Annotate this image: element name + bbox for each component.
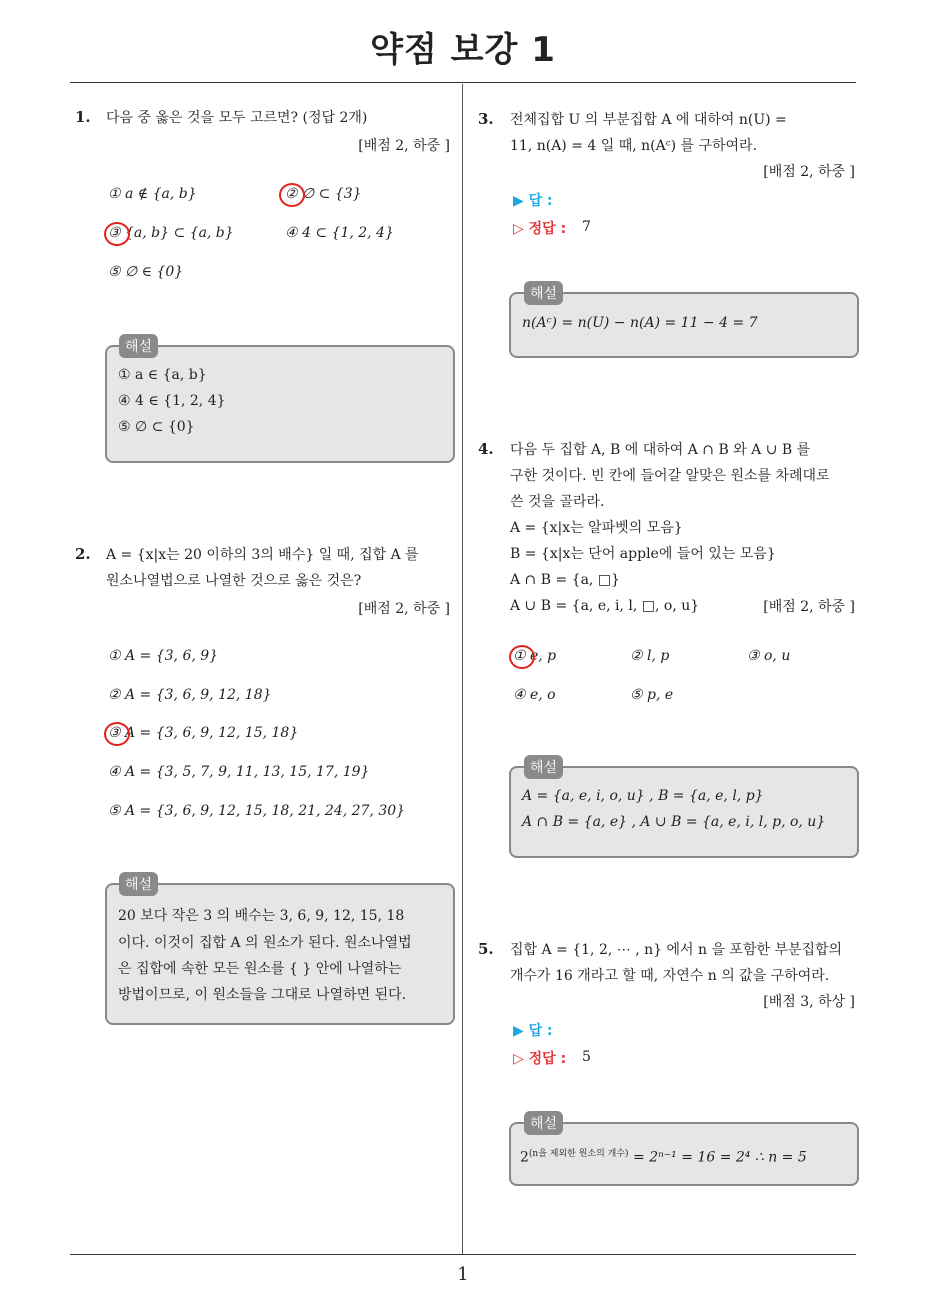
q5-correct-value: 5 <box>582 1049 591 1065</box>
q3-explanation-line: n(Aᶜ) = n(U) − n(A) = 11 − 4 = 7 <box>522 315 758 331</box>
q4-line-7: A ∪ B = {a, e, i, l, □, o, u} <box>510 598 700 614</box>
q3-explanation-tag: 해설 <box>524 281 563 305</box>
q1-explanation-tag: 해설 <box>119 334 158 358</box>
q4-option-3[interactable]: ③ o, u <box>747 648 791 664</box>
q2-number: 2. <box>75 545 91 563</box>
q2-score: [배점 2, 하중 ] <box>358 601 450 617</box>
q1-answer-mark-3 <box>104 222 130 246</box>
q2-explanation-line-4: 방법이므로, 이 원소들을 그대로 나열하면 된다. <box>118 987 407 1003</box>
q2-option-3[interactable]: ③ A = {3, 6, 9, 12, 15, 18} <box>108 725 299 741</box>
page-number: 1 <box>457 1264 469 1285</box>
q3-line-1: 전체집합 U 의 부분집합 A 에 대하여 n(U) = <box>510 112 787 128</box>
q4-number: 4. <box>478 440 494 458</box>
q3-number: 3. <box>478 110 494 128</box>
q4-explanation-line-2: A ∩ B = {a, e} , A ∪ B = {a, e, i, l, p, o, u} <box>522 814 826 830</box>
q4-option-2[interactable]: ② l, p <box>630 648 670 664</box>
q2-explanation-line-3: 은 집합에 속한 모든 원소를 { } 안에 나열하는 <box>118 961 402 977</box>
q3-correct-value: 7 <box>582 219 591 235</box>
q1-text: 다음 중 옳은 것을 모두 고르면? (정답 2개) <box>106 110 368 126</box>
q3-answer-label: ▶ 답 : <box>513 193 553 209</box>
q3-line-2: 11, n(A) = 4 일 때, n(Aᶜ) 를 구하여라. <box>510 138 758 154</box>
q4-explanation-line-1: A = {a, e, i, o, u} , B = {a, e, l, p} <box>522 788 764 804</box>
q4-option-5[interactable]: ⑤ p, e <box>630 687 674 703</box>
q5-score: [배점 3, 하상 ] <box>763 994 855 1010</box>
q4-line-1: 다음 두 집합 A, B 에 대하여 A ∩ B 와 A ∪ B 를 <box>510 442 811 458</box>
q1-score: [배점 2, 하중 ] <box>358 138 450 154</box>
q1-option-4[interactable]: ④ 4 ⊂ {1, 2, 4} <box>285 225 394 241</box>
q5-correct-label: ▷ 정답 : <box>513 1051 567 1067</box>
q2-option-2[interactable]: ② A = {3, 6, 9, 12, 18} <box>108 687 272 703</box>
bottom-divider <box>70 1254 856 1255</box>
q1-explanation-line-1: ① a ∈ {a, b} <box>118 367 207 383</box>
q2-explanation-tag: 해설 <box>119 872 158 896</box>
q1-option-1[interactable]: ① a ∉ {a, b} <box>108 186 197 202</box>
q4-line-6: A ∩ B = {a, □} <box>510 572 620 588</box>
q5-explanation-base: 2 <box>520 1149 529 1166</box>
q2-answer-mark-3 <box>104 722 130 746</box>
q5-number: 5. <box>478 940 494 958</box>
q1-number: 1. <box>75 108 91 126</box>
q5-line-1: 집합 A = {1, 2, ⋯ , n} 에서 n 을 포함한 부분집합의 <box>510 942 843 958</box>
q4-option-4[interactable]: ④ e, o <box>513 687 556 703</box>
q1-option-2[interactable]: ② ∅ ⊂ {3} <box>285 186 362 202</box>
q5-explanation-exponent: (n을 제외한 원소의 개수) <box>528 1149 629 1159</box>
top-divider <box>70 82 856 83</box>
q1-option-3[interactable]: ③ {a, b} ⊂ {a, b} <box>108 225 234 241</box>
q4-line-3: 쓴 것을 골라라. <box>510 494 605 510</box>
q4-answer-mark-1 <box>509 645 535 669</box>
q1-explanation-line-2: ④ 4 ∈ {1, 2, 4} <box>118 393 226 409</box>
column-divider <box>462 84 463 1254</box>
q3-score: [배점 2, 하중 ] <box>763 164 855 180</box>
q1-explanation-line-3: ⑤ ∅ ⊂ {0} <box>118 419 195 435</box>
q2-option-1[interactable]: ① A = {3, 6, 9} <box>108 648 219 664</box>
q2-option-5[interactable]: ⑤ A = {3, 6, 9, 12, 15, 18, 21, 24, 27, 30} <box>108 803 406 819</box>
q5-explanation-tag: 해설 <box>524 1111 563 1135</box>
page-title: 약점 보강 1 <box>370 30 556 70</box>
q4-score: [배점 2, 하중 ] <box>763 599 855 615</box>
q2-line-1: A = {x|x는 20 이하의 3의 배수} 일 때, 집합 A 를 <box>106 547 419 563</box>
q4-option-1[interactable]: ① e, p <box>513 648 557 664</box>
q4-line-5: B = {x|x는 단어 apple에 들어 있는 모음} <box>510 546 776 562</box>
q5-line-2: 개수가 16 개라고 할 때, 자연수 n 의 값을 구하여라. <box>510 968 830 984</box>
q4-explanation-box <box>509 766 859 858</box>
q5-answer-label: ▶ 답 : <box>513 1023 553 1039</box>
q5-explanation-rest: = 2ⁿ⁻¹ = 16 = 2⁴ ∴ n = 5 <box>633 1149 807 1166</box>
q4-explanation-tag: 해설 <box>524 755 563 779</box>
q1-option-5[interactable]: ⑤ ∅ ∈ {0} <box>108 264 184 280</box>
q3-correct-label: ▷ 정답 : <box>513 221 567 237</box>
q1-answer-mark-2 <box>279 183 305 207</box>
q2-explanation-line-1: 20 보다 작은 3 의 배수는 3, 6, 9, 12, 15, 18 <box>118 908 405 924</box>
q2-option-4[interactable]: ④ A = {3, 5, 7, 9, 11, 13, 15, 17, 19} <box>108 764 370 780</box>
q4-line-2: 구한 것이다. 빈 칸에 들어갈 알맞은 원소를 차례대로 <box>510 468 830 484</box>
q2-explanation-line-2: 이다. 이것이 집합 A 의 원소가 된다. 원소나열법 <box>118 935 412 951</box>
q4-line-4: A = {x|x는 알파벳의 모음} <box>510 520 683 536</box>
q5-explanation-line <box>520 1146 807 1166</box>
q2-line-2: 원소나열법으로 나열한 것으로 옳은 것은? <box>106 573 362 589</box>
